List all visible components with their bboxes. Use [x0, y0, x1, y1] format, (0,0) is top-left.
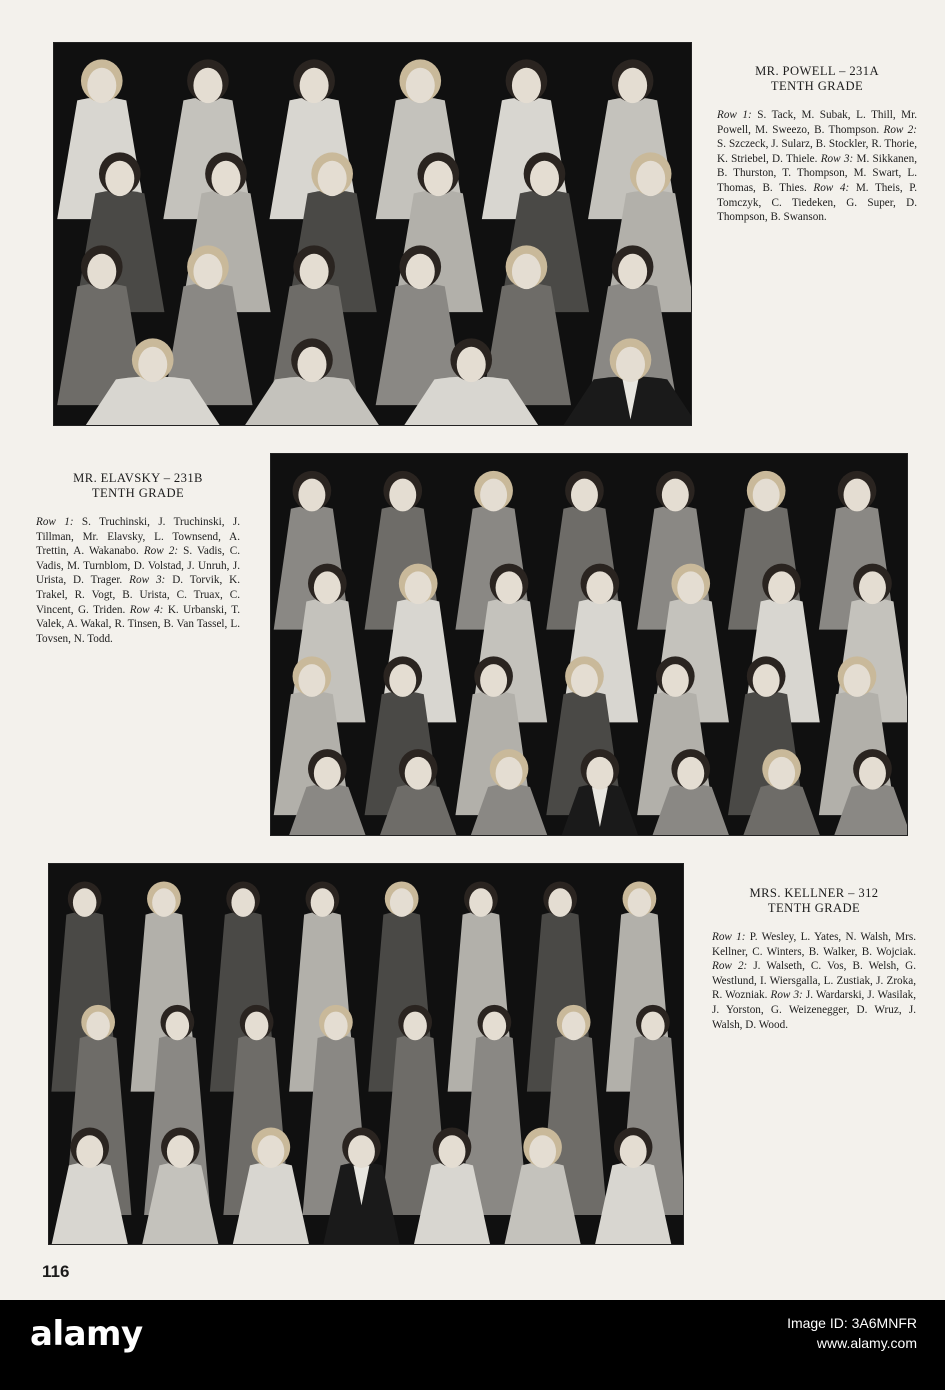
person-face — [496, 757, 523, 790]
person-face — [753, 664, 780, 697]
caption-elavsky — [36, 471, 240, 646]
person-face — [662, 479, 689, 512]
person-face — [87, 68, 116, 103]
person-face — [403, 1012, 426, 1041]
person-face — [318, 161, 347, 196]
person-face — [571, 479, 598, 512]
caption-powell — [717, 64, 917, 225]
person-face — [87, 254, 116, 289]
person-face — [529, 1135, 556, 1168]
student-names — [712, 930, 916, 1032]
class-photo-powell — [53, 42, 692, 426]
person-face — [406, 254, 435, 289]
grade-label: TENTH GRADE — [770, 79, 864, 93]
photo-illustration — [271, 454, 907, 835]
person-face — [167, 1135, 194, 1168]
person-face — [231, 888, 254, 917]
row-names: S. Szczeck, J. Sularz, B. Stockler, R. Thorie, K. Striebel, D. Thiele. — [717, 138, 917, 165]
grade-label: TENTH GRADE — [91, 486, 185, 500]
watermark-footer — [0, 1300, 945, 1390]
person-face — [677, 571, 704, 604]
person-face — [298, 479, 325, 512]
person-face — [389, 479, 416, 512]
person-face — [480, 664, 507, 697]
person-face — [73, 888, 96, 917]
row-label: Row 2: — [883, 123, 918, 136]
row-names: K. Urbanski, T. Valek, A. Wakal, R. Tinsen, B. Van Tassel, L. Tovsen, N. Todd. — [36, 603, 240, 645]
person-face — [193, 68, 222, 103]
person-face — [628, 888, 651, 917]
person-face — [405, 571, 432, 604]
row-names: J. Wardarski, J. Wasilak, J. Yorston, G. Weizenegger, D. Wruz, J. Walsh, D. Wood. — [712, 989, 916, 1031]
row-label: Row 1: — [717, 109, 752, 121]
caption-heading — [712, 886, 916, 916]
row-names: J. Walseth, C. Vos, B. Welsh, G. Westlund, I. Wiersgalla, L. Zustiak, J. Zroka, R. Wozniak. — [712, 960, 916, 1002]
page-number: 116 — [42, 1262, 70, 1281]
caption-heading — [717, 64, 917, 94]
person-face — [298, 664, 325, 697]
person-face — [844, 479, 871, 512]
person-face — [152, 888, 175, 917]
person-face — [859, 757, 886, 790]
person-face — [166, 1012, 189, 1041]
stock-logo: alamy — [30, 1314, 143, 1354]
person-face — [768, 757, 795, 790]
row-names: S. Vadis, C. Vadis, M. Turnblom, D. Volstad, J. Unruh, J. Urista, D. Trager. — [36, 545, 241, 587]
row-label: Row 2: — [712, 960, 748, 973]
row-label: Row 4: — [129, 603, 164, 616]
person-face — [86, 1012, 109, 1041]
person-face — [662, 664, 689, 697]
person-face — [562, 1012, 585, 1041]
person-face — [768, 571, 795, 604]
image-id: Image ID: 3A6MNFR — [787, 1315, 917, 1331]
person-face — [586, 757, 613, 790]
person-face — [616, 347, 645, 382]
row-label: Row 1: — [36, 516, 74, 528]
teacher-name: MR. POWELL – 231A — [755, 64, 879, 78]
person-face — [469, 888, 492, 917]
site-url: www.alamy.com — [816, 1335, 917, 1351]
person-face — [405, 757, 432, 790]
class-photo-kellner — [48, 863, 684, 1245]
row-names: M. Theis, P. Tomczyk, C. Tiedeken, G. Super, D. Thompson, B. Swanson. — [717, 181, 917, 224]
person-face — [753, 479, 780, 512]
person-face — [314, 757, 341, 790]
person-face — [245, 1012, 268, 1041]
person-face — [496, 571, 523, 604]
row-names: D. Torvik, K. Trakel, R. Vogt, B. Urista, C. Truax, C. Vincent, G. Triden. — [36, 574, 241, 616]
person-face — [389, 664, 416, 697]
person-face — [138, 347, 167, 382]
person-face — [483, 1012, 506, 1041]
caption-kellner — [712, 886, 916, 1032]
person-face — [311, 888, 334, 917]
person-face — [297, 347, 326, 382]
person-face — [636, 161, 665, 196]
student-names — [36, 515, 240, 646]
row-names: S. Tack, M. Subak, L. Thill, Mr. Powell, M. Sweezo, B. Thompson. — [717, 109, 917, 136]
person-face — [257, 1135, 284, 1168]
teacher-name: MR. ELAVSKY – 231B — [73, 471, 203, 485]
person-face — [620, 1135, 647, 1168]
person-face — [348, 1135, 375, 1168]
person-face — [586, 571, 613, 604]
row-label: Row 1: — [712, 931, 746, 943]
photo-illustration — [54, 43, 691, 425]
person-face — [844, 664, 871, 697]
person-face — [480, 479, 507, 512]
row-names: S. Truchinski, J. Truchinski, J. Tillman, Mr. Elavsky, L. Townsend, A. Trettin, A. Wakanabo. — [36, 516, 240, 558]
person-face — [512, 68, 541, 103]
row-label: Row 3: — [820, 152, 854, 165]
class-photo-elavsky — [270, 453, 908, 836]
row-label: Row 4: — [813, 181, 850, 194]
caption-heading — [36, 471, 240, 501]
person-face — [571, 664, 598, 697]
row-label: Row 2: — [143, 545, 179, 558]
person-face — [211, 161, 240, 196]
person-face — [439, 1135, 466, 1168]
student-names — [717, 108, 917, 225]
person-face — [406, 68, 435, 103]
person-face — [300, 254, 329, 289]
person-face — [324, 1012, 347, 1041]
person-face — [105, 161, 134, 196]
row-names: M. Sikkanen, B. Thurston, T. Thompson, M. Swart, L. Thomas, B. Thies. — [717, 152, 917, 194]
person-face — [457, 347, 486, 382]
row-names: P. Wesley, L. Yates, N. Walsh, Mrs. Kellner, C. Winters, B. Walker, B. Wojciak. — [712, 931, 917, 958]
person-face — [390, 888, 413, 917]
person-face — [641, 1012, 664, 1041]
photo-illustration — [49, 864, 683, 1244]
person-face — [859, 571, 886, 604]
person-face — [548, 888, 571, 917]
row-label: Row 3: — [129, 574, 166, 587]
person-face — [618, 254, 647, 289]
person-face — [512, 254, 541, 289]
image-id-block — [787, 1313, 917, 1353]
person-face — [530, 161, 559, 196]
person-face — [314, 571, 341, 604]
row-label: Row 3: — [770, 989, 803, 1002]
grade-label: TENTH GRADE — [767, 901, 861, 915]
person-face — [424, 161, 453, 196]
person-face — [300, 68, 329, 103]
teacher-name: MRS. KELLNER – 312 — [749, 886, 879, 900]
person-face — [193, 254, 222, 289]
person-face — [618, 68, 647, 103]
person-face — [677, 757, 704, 790]
person-face — [76, 1135, 103, 1168]
